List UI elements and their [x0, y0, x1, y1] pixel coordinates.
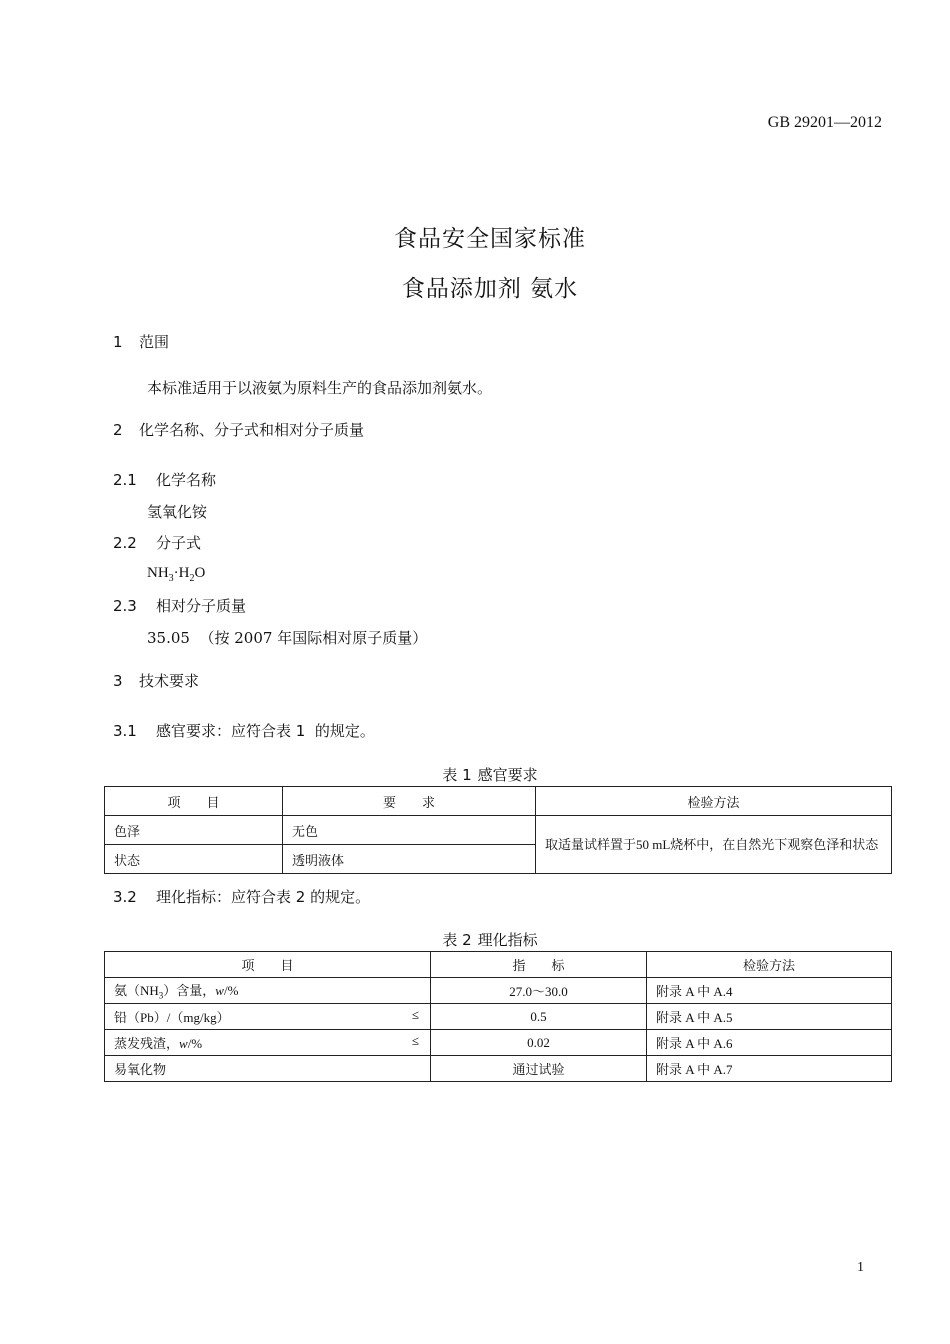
table-row: [105, 1004, 892, 1030]
table-1-caption: 表 1 感官要求: [442, 766, 538, 784]
item-cell: 氨$(NH_3)$含量，w/%: [105, 978, 431, 1004]
table-row: [105, 816, 892, 845]
item-cell: 蒸发残渣，w/% ≤: [105, 1030, 431, 1056]
section-heading-2: [113, 419, 364, 440]
section-title: 技术要求: [139, 672, 200, 690]
method-cell: 取适量试样置于50 mL烧杯中，在自然光下观察色泽和状态: [536, 816, 892, 874]
section-number: 1: [113, 333, 123, 351]
value-cell: 0.02: [431, 1030, 647, 1056]
value-cell: 通过试验: [431, 1056, 647, 1082]
section-heading-2-2: [113, 532, 201, 553]
section-number: 2.1: [113, 471, 137, 489]
value-cell: 0.5: [431, 1004, 647, 1030]
physicochemical-table: [104, 951, 892, 1082]
section-number: 2.2: [113, 534, 137, 552]
section-number: 2.3: [113, 597, 137, 615]
section-title: 理化指标：应符合表 2 的规定。: [156, 888, 371, 906]
section-number: 2: [113, 421, 123, 439]
value-cell: 27.0～30.0: [431, 978, 647, 1004]
section-title: 感官要求：应符合表 1 的规定。: [156, 722, 375, 740]
page-number: 1: [857, 1260, 864, 1275]
section-title: 相对分子质量: [156, 597, 247, 615]
method-cell: 附录 A 中 A.7: [647, 1056, 892, 1082]
table-header-row: [105, 787, 892, 816]
standard-code: GB 29201—2012: [767, 114, 882, 131]
section-number: 3.2: [113, 888, 137, 906]
requirement-cell: 无色: [283, 816, 536, 845]
method-cell: 附录 A 中 A.4: [647, 978, 892, 1004]
section-title: 分子式: [156, 534, 202, 552]
column-header: 检验方法: [647, 952, 892, 978]
section-number: 3.1: [113, 722, 137, 740]
method-cell: 附录 A 中 A.6: [647, 1030, 892, 1056]
section-1-text: 本标准适用于以液氨为原料生产的食品添加剂氨水。: [147, 379, 493, 397]
table-2-caption: 表 2 理化指标: [442, 931, 538, 949]
section-title: 化学名称: [156, 471, 217, 489]
molecular-formula: $NH_3\cdot H_2O$: [147, 565, 206, 584]
table-header-row: [105, 952, 892, 978]
section-title: 化学名称、分子式和相对分子质量: [139, 421, 365, 439]
section-heading-2-3: [113, 595, 246, 616]
requirement-cell: 透明液体: [283, 845, 536, 874]
section-number: 3: [113, 672, 123, 690]
table-row: [105, 978, 892, 1004]
method-cell: 附录 A 中 A.5: [647, 1004, 892, 1030]
item-cell: 色泽: [105, 816, 283, 845]
molecular-mass: 35.05 （按 2007 年国际相对原子质量）: [147, 629, 428, 647]
column-header: 检验方法: [536, 787, 892, 816]
table-row: [105, 1030, 892, 1056]
section-heading-2-1: [113, 469, 216, 490]
sensory-requirements-table: [104, 786, 892, 874]
table-row: [105, 1056, 892, 1082]
column-header: 要 求: [283, 787, 536, 816]
item-cell: 铅（Pb）/（mg/kg） ≤: [105, 1004, 431, 1030]
item-cell: 状态: [105, 845, 283, 874]
column-header: 项 目: [105, 787, 283, 816]
section-heading-3-2: [113, 886, 370, 907]
section-heading-1: [113, 331, 169, 352]
chemical-name: 氢氧化铵: [147, 503, 208, 521]
document-subtitle: 食品添加剂 氨水: [401, 276, 579, 302]
section-heading-3-1: [113, 720, 375, 741]
item-cell: 易氧化物: [105, 1056, 431, 1082]
section-title: 范围: [139, 333, 170, 351]
column-header: 项 目: [105, 952, 431, 978]
section-heading-3: [113, 670, 199, 691]
column-header: 指 标: [431, 952, 647, 978]
document-title: 食品安全国家标准: [394, 226, 586, 252]
